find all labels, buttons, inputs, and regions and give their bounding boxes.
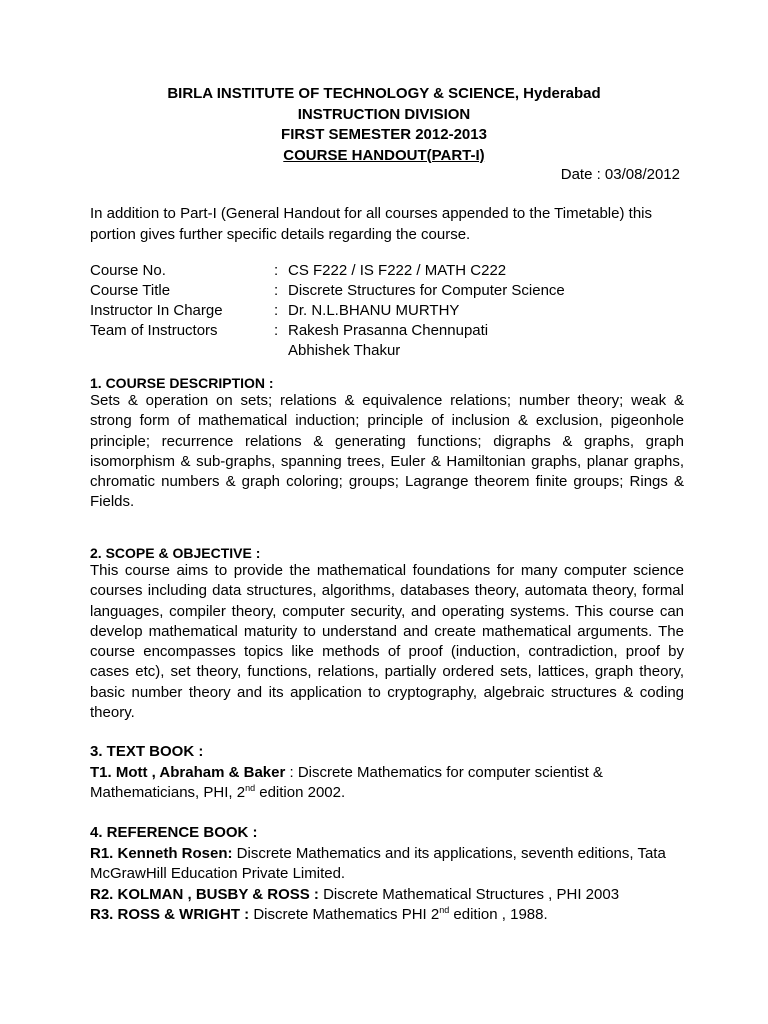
course-title-value: Discrete Structures for Computer Science: [288, 282, 565, 299]
colon: :: [274, 302, 279, 319]
course-info: [90, 261, 690, 361]
reference-r1: [90, 844, 684, 885]
section-heading: 4. REFERENCE BOOK :: [90, 824, 258, 841]
course-title-label: Course Title: [90, 282, 171, 299]
course-no-label: Course No.: [90, 262, 166, 279]
reference-r2: [90, 885, 684, 906]
semester: FIRST SEMESTER 2012-2013: [281, 126, 487, 143]
instructor-row: [90, 301, 690, 321]
r3-text-end: edition , 1988.: [449, 906, 548, 923]
r3-text: Discrete Mathematics PHI 2: [249, 906, 440, 923]
instructor-value: Dr. N.L.BHANU MURTHY: [288, 302, 460, 319]
colon: :: [274, 322, 279, 339]
r1-label: R1. Kenneth Rosen:: [90, 844, 233, 862]
colon: :: [274, 262, 279, 279]
t1-superscript: nd: [245, 783, 256, 793]
team-label: Team of Instructors: [90, 322, 218, 339]
course-no-row: [90, 261, 690, 281]
intro-paragraph: In addition to Part-I (General Handout for all courses appended to the Timetable) this portion gives further specific details regarding the course.: [90, 205, 652, 243]
section-course-description: [90, 375, 684, 513]
institute-name: BIRLA INSTITUTE OF TECHNOLOGY & SCIENCE, Hyderabad: [167, 85, 601, 102]
team-row: [90, 321, 690, 341]
r2-text: Discrete Mathematical Structures , PHI 2003: [318, 885, 620, 903]
team-value-1: Rakesh Prasanna Chennupati: [288, 322, 489, 339]
t1-text: : Discrete Mathematics for computer scientist & Mathematicians, PHI, 2: [90, 763, 603, 801]
text-book-t1: [90, 763, 684, 804]
t1-text-end: edition 2002.: [255, 784, 346, 801]
section-heading: 1. COURSE DESCRIPTION :: [90, 375, 274, 391]
division-name: INSTRUCTION DIVISION: [297, 105, 471, 123]
instructor-label: Instructor In Charge: [90, 302, 223, 319]
handout-title: COURSE HANDOUT(PART-I): [283, 146, 485, 164]
t1-label: T1. Mott , Abraham & Baker: [90, 763, 286, 781]
section-text-book: [90, 742, 684, 804]
colon: :: [274, 282, 279, 299]
r2-label: R2. KOLMAN , BUSBY & ROSS :: [90, 885, 319, 903]
reference-r3: [90, 905, 684, 926]
section-body: This course aims to provide the mathematical foundations for many computer science courses including data structures, algorithms, databases theory, automata theory, formal languages, compiler theory, computer security, and operating systems. This course can develop mathematical maturity to understand and create mathematical arguments. The course encompasses topics like methods of proof (induction, contradiction, proof by cases etc), set theory, functions, relations, partially ordered sets, lattices, graph theory, basic number theory and its application to cryptography, algebraic structures & coding theory.: [90, 562, 684, 722]
r1-text: Discrete Mathematics and its applications, seventh editions, Tata McGrawHill Education Private Limited.: [90, 844, 666, 882]
section-scope-objective: [90, 545, 684, 723]
course-title-row: [90, 281, 690, 301]
r3-superscript: nd: [439, 905, 450, 915]
course-no-value: CS F222 / IS F222 / MATH C222: [288, 262, 507, 279]
handout-date: Date : 03/08/2012: [560, 166, 680, 183]
r3-label: R3. ROSS & WRIGHT :: [90, 906, 250, 923]
section-heading: 2. SCOPE & OBJECTIVE :: [90, 545, 261, 561]
document-header: [0, 84, 768, 166]
section-reference-book: [90, 823, 684, 926]
section-body: Sets & operation on sets; relations & equivalence relations; number theory; weak & strong form of mathematical induction; principle of inclusion & exclusion, pigeonhole principle; recurrence relations & generating functions; digraphs & graphs, graph isomorphism & sub-graphs, spanning trees, Euler & Hamiltonian graphs, planar graphs, chromatic numbers & graph coloring; groups; Lagrange theorem finite groups; Rings & Fields.: [90, 392, 684, 511]
team-value-2: Abhishek Thakur: [288, 342, 401, 359]
section-heading: 3. TEXT BOOK :: [90, 743, 204, 760]
